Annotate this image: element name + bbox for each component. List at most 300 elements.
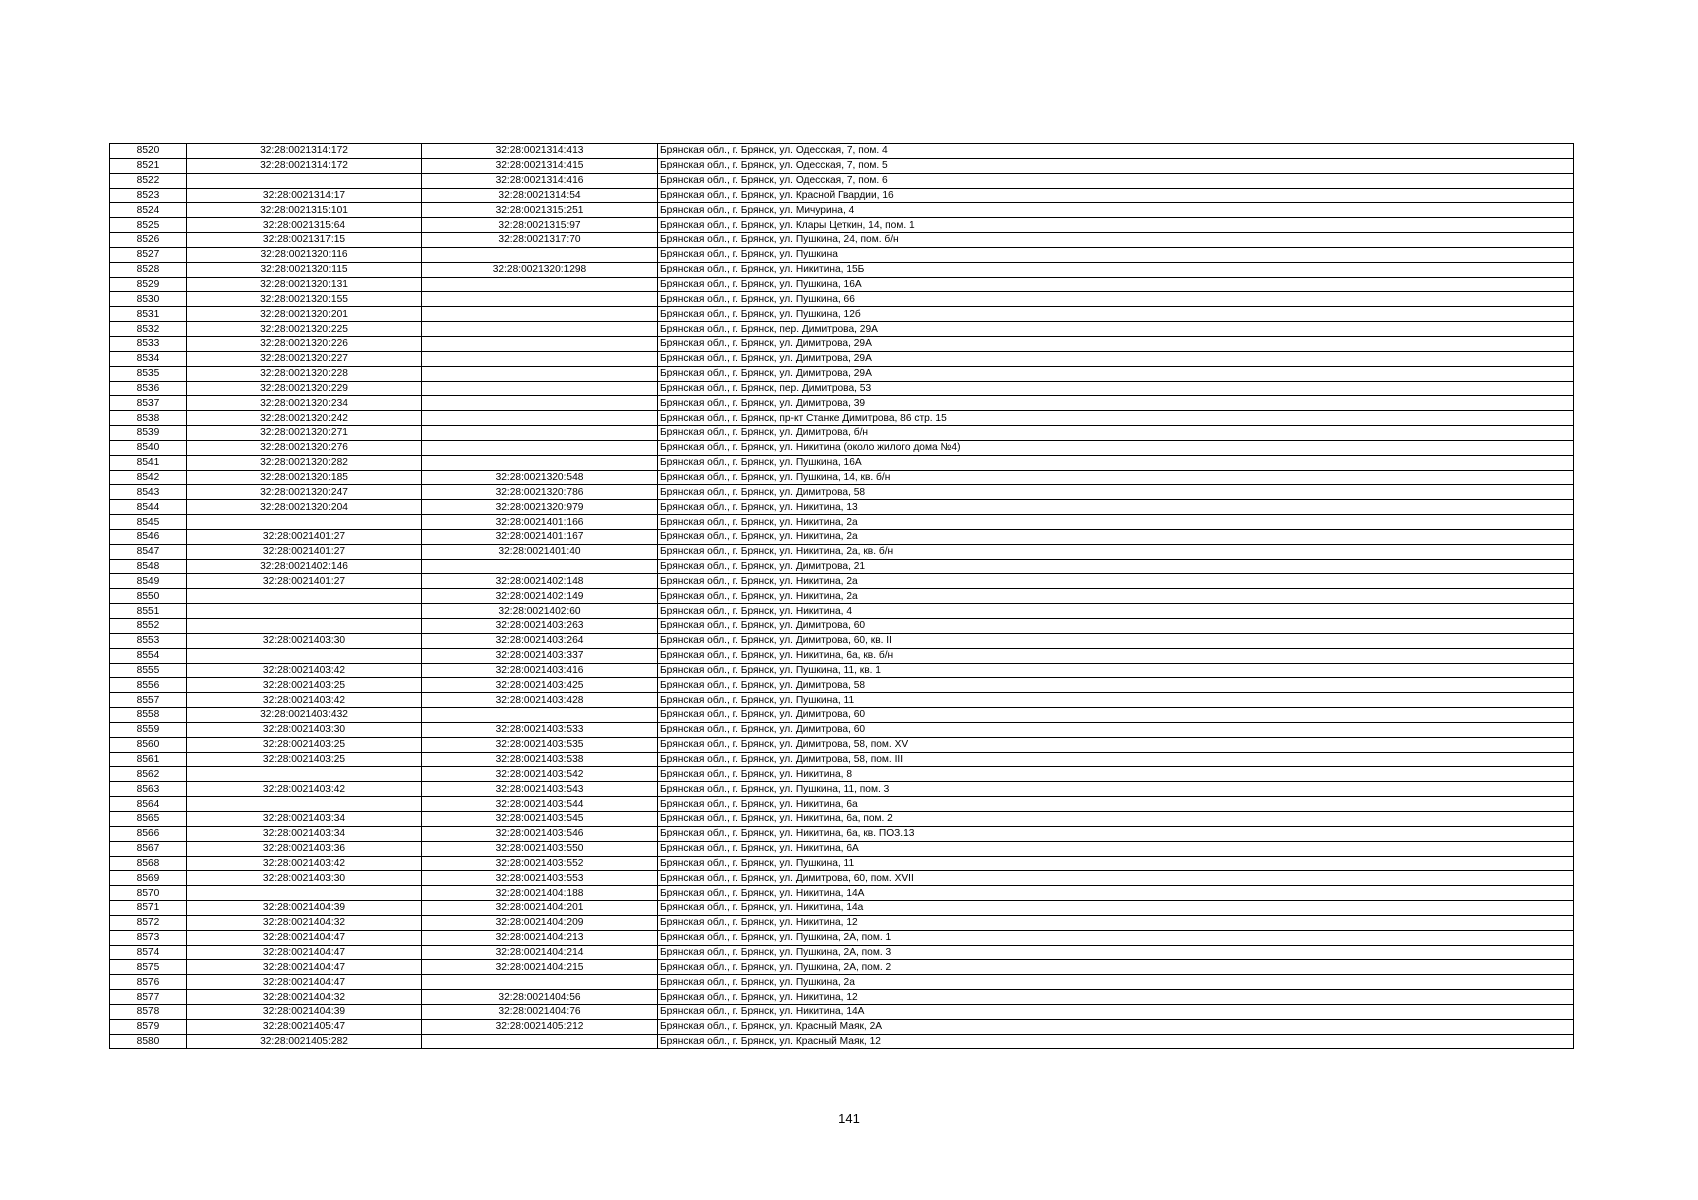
land-cadastral-number-cell: 32:28:0021320:131 [187, 277, 422, 292]
row-number-cell: 8555 [110, 663, 187, 678]
address-cell: Брянская обл., г. Брянск, ул. Никитина, 12 [658, 990, 1574, 1005]
address-cell: Брянская обл., г. Брянск, ул. Димитрова, 58 [658, 678, 1574, 693]
address-cell: Брянская обл., г. Брянск, ул. Никитина, 14А [658, 886, 1574, 901]
table-row [110, 782, 1574, 797]
table-row [110, 396, 1574, 411]
object-cadastral-number-cell: 32:28:0021404:209 [422, 915, 658, 930]
land-cadastral-number-cell: 32:28:0021403:42 [187, 856, 422, 871]
object-cadastral-number-cell: 32:28:0021404:213 [422, 930, 658, 945]
land-cadastral-number-cell: 32:28:0021320:247 [187, 485, 422, 500]
row-number-cell: 8529 [110, 277, 187, 292]
table-row [110, 826, 1574, 841]
row-number-cell: 8547 [110, 544, 187, 559]
row-number-cell: 8562 [110, 767, 187, 782]
row-number-cell: 8530 [110, 292, 187, 307]
address-cell: Брянская обл., г. Брянск, ул. Пушкина, 11, пом. 3 [658, 782, 1574, 797]
address-cell: Брянская обл., г. Брянск, пер. Димитрова, 29А [658, 322, 1574, 337]
object-cadastral-number-cell [422, 366, 658, 381]
land-cadastral-number-cell: 32:28:0021403:30 [187, 722, 422, 737]
land-cadastral-number-cell: 32:28:0021401:27 [187, 544, 422, 559]
row-number-cell: 8558 [110, 708, 187, 723]
land-cadastral-number-cell [187, 515, 422, 530]
row-number-cell: 8534 [110, 351, 187, 366]
object-cadastral-number-cell: 32:28:0021320:979 [422, 500, 658, 515]
land-cadastral-number-cell: 32:28:0021403:34 [187, 826, 422, 841]
address-cell: Брянская обл., г. Брянск, ул. Никитина, 2а [658, 574, 1574, 589]
address-cell: Брянская обл., г. Брянск, ул. Никитина, 14А [658, 1004, 1574, 1019]
address-cell: Брянская обл., г. Брянск, ул. Пушкина, 14, кв. б/н [658, 470, 1574, 485]
land-cadastral-number-cell: 32:28:0021320:225 [187, 322, 422, 337]
table-row [110, 203, 1574, 218]
row-number-cell: 8553 [110, 633, 187, 648]
address-cell: Брянская обл., г. Брянск, ул. Никитина, 15Б [658, 262, 1574, 277]
object-cadastral-number-cell: 32:28:0021401:167 [422, 529, 658, 544]
object-cadastral-number-cell: 32:28:0021314:54 [422, 188, 658, 203]
object-cadastral-number-cell: 32:28:0021402:148 [422, 574, 658, 589]
row-number-cell: 8559 [110, 722, 187, 737]
address-cell: Брянская обл., г. Брянск, ул. Никитина, 2а [658, 589, 1574, 604]
row-number-cell: 8576 [110, 975, 187, 990]
address-cell: Брянская обл., г. Брянск, пр-кт Станке Димитрова, 86 стр. 15 [658, 411, 1574, 426]
address-cell: Брянская обл., г. Брянск, ул. Пушкина, 2А, пом. 2 [658, 960, 1574, 975]
address-cell: Брянская обл., г. Брянск, ул. Димитрова, 21 [658, 559, 1574, 574]
address-cell: Брянская обл., г. Брянск, ул. Клары Цеткин, 14, пом. 1 [658, 218, 1574, 233]
land-cadastral-number-cell [187, 797, 422, 812]
row-number-cell: 8580 [110, 1034, 187, 1049]
row-number-cell: 8571 [110, 901, 187, 916]
table-row [110, 307, 1574, 322]
object-cadastral-number-cell: 32:28:0021403:546 [422, 826, 658, 841]
address-cell: Брянская обл., г. Брянск, ул. Никитина, 2а [658, 529, 1574, 544]
object-cadastral-number-cell [422, 975, 658, 990]
table-row [110, 336, 1574, 351]
object-cadastral-number-cell [422, 440, 658, 455]
table-row [110, 960, 1574, 975]
table-row [110, 604, 1574, 619]
table-row [110, 737, 1574, 752]
land-cadastral-number-cell: 32:28:0021403:42 [187, 782, 422, 797]
row-number-cell: 8575 [110, 960, 187, 975]
address-cell: Брянская обл., г. Брянск, ул. Димитрова, б/н [658, 426, 1574, 441]
land-cadastral-number-cell: 32:28:0021314:172 [187, 144, 422, 159]
land-cadastral-number-cell: 32:28:0021404:47 [187, 930, 422, 945]
row-number-cell: 8573 [110, 930, 187, 945]
row-number-cell: 8551 [110, 604, 187, 619]
address-cell: Брянская обл., г. Брянск, ул. Никитина, 12 [658, 915, 1574, 930]
address-cell: Брянская обл., г. Брянск, ул. Красный Маяк, 2А [658, 1019, 1574, 1034]
address-cell: Брянская обл., г. Брянск, ул. Димитрова, 39 [658, 396, 1574, 411]
address-cell: Брянская обл., г. Брянск, ул. Никитина, 6а, кв. б/н [658, 648, 1574, 663]
object-cadastral-number-cell [422, 455, 658, 470]
row-number-cell: 8568 [110, 856, 187, 871]
row-number-cell: 8544 [110, 500, 187, 515]
land-cadastral-number-cell [187, 604, 422, 619]
row-number-cell: 8570 [110, 886, 187, 901]
land-cadastral-number-cell: 32:28:0021320:234 [187, 396, 422, 411]
land-cadastral-number-cell: 32:28:0021320:242 [187, 411, 422, 426]
object-cadastral-number-cell: 32:28:0021402:149 [422, 589, 658, 604]
object-cadastral-number-cell [422, 292, 658, 307]
address-cell: Брянская обл., г. Брянск, ул. Никитина (около жилого дома №4) [658, 440, 1574, 455]
land-cadastral-number-cell: 32:28:0021403:25 [187, 752, 422, 767]
object-cadastral-number-cell: 32:28:0021403:542 [422, 767, 658, 782]
table-row [110, 529, 1574, 544]
land-cadastral-number-cell: 32:28:0021320:229 [187, 381, 422, 396]
object-cadastral-number-cell: 32:28:0021317:70 [422, 233, 658, 248]
object-cadastral-number-cell: 32:28:0021403:533 [422, 722, 658, 737]
row-number-cell: 8569 [110, 871, 187, 886]
address-cell: Брянская обл., г. Брянск, ул. Никитина, 6а [658, 797, 1574, 812]
address-cell: Брянская обл., г. Брянск, ул. Димитрова, 60 [658, 722, 1574, 737]
object-cadastral-number-cell: 32:28:0021403:553 [422, 871, 658, 886]
address-cell: Брянская обл., г. Брянск, ул. Никитина, 4 [658, 604, 1574, 619]
address-cell: Брянская обл., г. Брянск, ул. Никитина, 14а [658, 901, 1574, 916]
table-row [110, 633, 1574, 648]
table-row [110, 990, 1574, 1005]
address-cell: Брянская обл., г. Брянск, ул. Пушкина, 2А, пом. 3 [658, 945, 1574, 960]
table-row [110, 797, 1574, 812]
table-row [110, 811, 1574, 826]
table-row [110, 544, 1574, 559]
row-number-cell: 8550 [110, 589, 187, 604]
object-cadastral-number-cell [422, 708, 658, 723]
object-cadastral-number-cell [422, 307, 658, 322]
land-cadastral-number-cell [187, 767, 422, 782]
row-number-cell: 8561 [110, 752, 187, 767]
row-number-cell: 8537 [110, 396, 187, 411]
land-cadastral-number-cell: 32:28:0021403:432 [187, 708, 422, 723]
object-cadastral-number-cell: 32:28:0021403:550 [422, 841, 658, 856]
land-cadastral-number-cell: 32:28:0021317:15 [187, 233, 422, 248]
row-number-cell: 8526 [110, 233, 187, 248]
object-cadastral-number-cell: 32:28:0021403:552 [422, 856, 658, 871]
land-cadastral-number-cell: 32:28:0021404:32 [187, 915, 422, 930]
object-cadastral-number-cell: 32:28:0021404:201 [422, 901, 658, 916]
object-cadastral-number-cell: 32:28:0021403:264 [422, 633, 658, 648]
object-cadastral-number-cell: 32:28:0021403:535 [422, 737, 658, 752]
row-number-cell: 8531 [110, 307, 187, 322]
table-row [110, 945, 1574, 960]
object-cadastral-number-cell [422, 277, 658, 292]
row-number-cell: 8560 [110, 737, 187, 752]
row-number-cell: 8572 [110, 915, 187, 930]
address-cell: Брянская обл., г. Брянск, пер. Димитрова, 53 [658, 381, 1574, 396]
address-cell: Брянская обл., г. Брянск, ул. Никитина, 2а [658, 515, 1574, 530]
object-cadastral-number-cell: 32:28:0021315:97 [422, 218, 658, 233]
row-number-cell: 8528 [110, 262, 187, 277]
object-cadastral-number-cell: 32:28:0021403:428 [422, 693, 658, 708]
row-number-cell: 8523 [110, 188, 187, 203]
object-cadastral-number-cell: 32:28:0021403:538 [422, 752, 658, 767]
row-number-cell: 8539 [110, 426, 187, 441]
table-row [110, 722, 1574, 737]
table-row [110, 426, 1574, 441]
table-row [110, 975, 1574, 990]
table-row [110, 351, 1574, 366]
land-cadastral-number-cell [187, 619, 422, 634]
address-cell: Брянская обл., г. Брянск, ул. Никитина, 6а, кв. ПОЗ.13 [658, 826, 1574, 841]
row-number-cell: 8549 [110, 574, 187, 589]
table-row [110, 930, 1574, 945]
object-cadastral-number-cell: 32:28:0021404:188 [422, 886, 658, 901]
address-cell: Брянская обл., г. Брянск, ул. Никитина, 2а, кв. б/н [658, 544, 1574, 559]
land-cadastral-number-cell: 32:28:0021403:36 [187, 841, 422, 856]
row-number-cell: 8567 [110, 841, 187, 856]
land-cadastral-number-cell: 32:28:0021320:155 [187, 292, 422, 307]
table-row [110, 589, 1574, 604]
row-number-cell: 8577 [110, 990, 187, 1005]
row-number-cell: 8540 [110, 440, 187, 455]
row-number-cell: 8535 [110, 366, 187, 381]
table-row [110, 915, 1574, 930]
object-cadastral-number-cell: 32:28:0021403:543 [422, 782, 658, 797]
row-number-cell: 8574 [110, 945, 187, 960]
land-cadastral-number-cell: 32:28:0021314:17 [187, 188, 422, 203]
address-cell: Брянская обл., г. Брянск, ул. Димитрова, 60 [658, 708, 1574, 723]
object-cadastral-number-cell [422, 322, 658, 337]
row-number-cell: 8579 [110, 1019, 187, 1034]
land-cadastral-number-cell: 32:28:0021405:47 [187, 1019, 422, 1034]
object-cadastral-number-cell: 32:28:0021403:425 [422, 678, 658, 693]
row-number-cell: 8552 [110, 619, 187, 634]
row-number-cell: 8545 [110, 515, 187, 530]
land-cadastral-number-cell: 32:28:0021403:25 [187, 678, 422, 693]
table-row [110, 559, 1574, 574]
address-cell: Брянская обл., г. Брянск, ул. Пушкина, 11, кв. 1 [658, 663, 1574, 678]
land-cadastral-number-cell: 32:28:0021404:39 [187, 901, 422, 916]
object-cadastral-number-cell [422, 1034, 658, 1049]
land-cadastral-number-cell: 32:28:0021404:47 [187, 975, 422, 990]
object-cadastral-number-cell: 32:28:0021403:416 [422, 663, 658, 678]
table-row [110, 411, 1574, 426]
land-cadastral-number-cell: 32:28:0021320:116 [187, 247, 422, 262]
land-cadastral-number-cell: 32:28:0021404:39 [187, 1004, 422, 1019]
address-cell: Брянская обл., г. Брянск, ул. Никитина, 6А [658, 841, 1574, 856]
page-number: 141 [838, 1111, 860, 1126]
object-cadastral-number-cell: 32:28:0021403:544 [422, 797, 658, 812]
object-cadastral-number-cell [422, 396, 658, 411]
address-cell: Брянская обл., г. Брянск, ул. Пушкина, 66 [658, 292, 1574, 307]
object-cadastral-number-cell: 32:28:0021320:548 [422, 470, 658, 485]
row-number-cell: 8564 [110, 797, 187, 812]
row-number-cell: 8565 [110, 811, 187, 826]
address-cell: Брянская обл., г. Брянск, ул. Пушкина, 2А, пом. 1 [658, 930, 1574, 945]
table-row [110, 262, 1574, 277]
land-cadastral-number-cell [187, 886, 422, 901]
table-row [110, 233, 1574, 248]
land-cadastral-number-cell: 32:28:0021403:30 [187, 633, 422, 648]
object-cadastral-number-cell [422, 351, 658, 366]
row-number-cell: 8554 [110, 648, 187, 663]
land-cadastral-number-cell [187, 589, 422, 604]
address-cell: Брянская обл., г. Брянск, ул. Димитрова, 58, пом. III [658, 752, 1574, 767]
address-cell: Брянская обл., г. Брянск, ул. Димитрова, 60, кв. II [658, 633, 1574, 648]
object-cadastral-number-cell [422, 411, 658, 426]
land-cadastral-number-cell: 32:28:0021402:146 [187, 559, 422, 574]
land-cadastral-number-cell: 32:28:0021320:276 [187, 440, 422, 455]
land-cadastral-number-cell: 32:28:0021320:282 [187, 455, 422, 470]
table-row [110, 247, 1574, 262]
address-cell: Брянская обл., г. Брянск, ул. Одесская, 7, пом. 4 [658, 144, 1574, 159]
land-cadastral-number-cell: 32:28:0021320:228 [187, 366, 422, 381]
land-cadastral-number-cell: 32:28:0021403:42 [187, 693, 422, 708]
object-cadastral-number-cell: 32:28:0021401:40 [422, 544, 658, 559]
table-row [110, 708, 1574, 723]
row-number-cell: 8536 [110, 381, 187, 396]
table-row [110, 188, 1574, 203]
address-cell: Брянская обл., г. Брянск, ул. Пушкина, 16А [658, 455, 1574, 470]
table-row [110, 455, 1574, 470]
object-cadastral-number-cell: 32:28:0021314:416 [422, 173, 658, 188]
table-row [110, 500, 1574, 515]
land-cadastral-number-cell: 32:28:0021315:101 [187, 203, 422, 218]
land-cadastral-number-cell: 32:28:0021315:64 [187, 218, 422, 233]
row-number-cell: 8538 [110, 411, 187, 426]
row-number-cell: 8543 [110, 485, 187, 500]
address-cell: Брянская обл., г. Брянск, ул. Одесская, 7, пом. 6 [658, 173, 1574, 188]
land-cadastral-number-cell: 32:28:0021401:27 [187, 529, 422, 544]
table-row [110, 619, 1574, 634]
object-cadastral-number-cell: 32:28:0021404:214 [422, 945, 658, 960]
address-cell: Брянская обл., г. Брянск, ул. Пушкина [658, 247, 1574, 262]
table-row [110, 144, 1574, 159]
object-cadastral-number-cell [422, 247, 658, 262]
table-row [110, 366, 1574, 381]
row-number-cell: 8527 [110, 247, 187, 262]
object-cadastral-number-cell: 32:28:0021404:76 [422, 1004, 658, 1019]
table-row [110, 871, 1574, 886]
object-cadastral-number-cell: 32:28:0021314:415 [422, 158, 658, 173]
table-row [110, 322, 1574, 337]
land-cadastral-number-cell: 32:28:0021404:47 [187, 960, 422, 975]
object-cadastral-number-cell [422, 559, 658, 574]
row-number-cell: 8524 [110, 203, 187, 218]
row-number-cell: 8542 [110, 470, 187, 485]
row-number-cell: 8578 [110, 1004, 187, 1019]
land-cadastral-number-cell: 32:28:0021320:271 [187, 426, 422, 441]
object-cadastral-number-cell [422, 336, 658, 351]
object-cadastral-number-cell: 32:28:0021403:337 [422, 648, 658, 663]
table-row [110, 515, 1574, 530]
row-number-cell: 8546 [110, 529, 187, 544]
address-cell: Брянская обл., г. Брянск, ул. Никитина, 13 [658, 500, 1574, 515]
address-cell: Брянская обл., г. Брянск, ул. Пушкина, 11 [658, 693, 1574, 708]
row-number-cell: 8522 [110, 173, 187, 188]
row-number-cell: 8566 [110, 826, 187, 841]
address-cell: Брянская обл., г. Брянск, ул. Пушкина, 24, пом. б/н [658, 233, 1574, 248]
table-row [110, 574, 1574, 589]
land-cadastral-number-cell: 32:28:0021320:226 [187, 336, 422, 351]
land-cadastral-number-cell: 32:28:0021401:27 [187, 574, 422, 589]
land-cadastral-number-cell: 32:28:0021405:282 [187, 1034, 422, 1049]
object-cadastral-number-cell: 32:28:0021315:251 [422, 203, 658, 218]
address-cell: Брянская обл., г. Брянск, ул. Димитрова, 29А [658, 336, 1574, 351]
table-row [110, 693, 1574, 708]
object-cadastral-number-cell: 32:28:0021402:60 [422, 604, 658, 619]
property-registry-table [109, 143, 1574, 1049]
land-cadastral-number-cell: 32:28:0021404:47 [187, 945, 422, 960]
land-cadastral-number-cell: 32:28:0021320:185 [187, 470, 422, 485]
address-cell: Брянская обл., г. Брянск, ул. Никитина, 6а, пом. 2 [658, 811, 1574, 826]
address-cell: Брянская обл., г. Брянск, ул. Димитрова, 58, пом. XV [658, 737, 1574, 752]
address-cell: Брянская обл., г. Брянск, ул. Димитрова, 60, пом. XVII [658, 871, 1574, 886]
row-number-cell: 8525 [110, 218, 187, 233]
land-cadastral-number-cell: 32:28:0021403:42 [187, 663, 422, 678]
object-cadastral-number-cell: 32:28:0021320:786 [422, 485, 658, 500]
address-cell: Брянская обл., г. Брянск, ул. Мичурина, 4 [658, 203, 1574, 218]
table-row [110, 648, 1574, 663]
row-number-cell: 8548 [110, 559, 187, 574]
row-number-cell: 8533 [110, 336, 187, 351]
table-row [110, 292, 1574, 307]
object-cadastral-number-cell: 32:28:0021403:545 [422, 811, 658, 826]
row-number-cell: 8520 [110, 144, 187, 159]
table-row [110, 1034, 1574, 1049]
address-cell: Брянская обл., г. Брянск, ул. Пушкина, 11 [658, 856, 1574, 871]
table-row [110, 158, 1574, 173]
table-row [110, 381, 1574, 396]
table-row [110, 218, 1574, 233]
land-cadastral-number-cell: 32:28:0021314:172 [187, 158, 422, 173]
land-cadastral-number-cell [187, 648, 422, 663]
table-row [110, 1004, 1574, 1019]
object-cadastral-number-cell: 32:28:0021404:215 [422, 960, 658, 975]
land-cadastral-number-cell: 32:28:0021320:204 [187, 500, 422, 515]
address-cell: Брянская обл., г. Брянск, ул. Никитина, 8 [658, 767, 1574, 782]
land-cadastral-number-cell: 32:28:0021320:115 [187, 262, 422, 277]
land-cadastral-number-cell: 32:28:0021403:25 [187, 737, 422, 752]
object-cadastral-number-cell: 32:28:0021314:413 [422, 144, 658, 159]
row-number-cell: 8556 [110, 678, 187, 693]
registry-table-body [110, 144, 1574, 1049]
object-cadastral-number-cell [422, 381, 658, 396]
table-row [110, 173, 1574, 188]
address-cell: Брянская обл., г. Брянск, ул. Одесская, 7, пом. 5 [658, 158, 1574, 173]
object-cadastral-number-cell: 32:28:0021401:166 [422, 515, 658, 530]
land-cadastral-number-cell [187, 173, 422, 188]
object-cadastral-number-cell: 32:28:0021404:56 [422, 990, 658, 1005]
table-row [110, 678, 1574, 693]
table-row [110, 856, 1574, 871]
object-cadastral-number-cell: 32:28:0021320:1298 [422, 262, 658, 277]
land-cadastral-number-cell: 32:28:0021320:201 [187, 307, 422, 322]
table-row [110, 767, 1574, 782]
address-cell: Брянская обл., г. Брянск, ул. Димитрова, 29А [658, 366, 1574, 381]
table-row [110, 1019, 1574, 1034]
address-cell: Брянская обл., г. Брянск, ул. Пушкина, 16А [658, 277, 1574, 292]
address-cell: Брянская обл., г. Брянск, ул. Пушкина, 12б [658, 307, 1574, 322]
table-row [110, 752, 1574, 767]
table-row [110, 663, 1574, 678]
table-row [110, 440, 1574, 455]
address-cell: Брянская обл., г. Брянск, ул. Димитрова, 58 [658, 485, 1574, 500]
row-number-cell: 8557 [110, 693, 187, 708]
land-cadastral-number-cell: 32:28:0021403:34 [187, 811, 422, 826]
object-cadastral-number-cell [422, 426, 658, 441]
table-row [110, 485, 1574, 500]
address-cell: Брянская обл., г. Брянск, ул. Димитрова, 60 [658, 619, 1574, 634]
row-number-cell: 8532 [110, 322, 187, 337]
row-number-cell: 8541 [110, 455, 187, 470]
row-number-cell: 8521 [110, 158, 187, 173]
table-row [110, 886, 1574, 901]
object-cadastral-number-cell: 32:28:0021403:263 [422, 619, 658, 634]
table-row [110, 470, 1574, 485]
land-cadastral-number-cell: 32:28:0021404:32 [187, 990, 422, 1005]
table-row [110, 841, 1574, 856]
address-cell: Брянская обл., г. Брянск, ул. Красный Маяк, 12 [658, 1034, 1574, 1049]
land-cadastral-number-cell: 32:28:0021403:30 [187, 871, 422, 886]
